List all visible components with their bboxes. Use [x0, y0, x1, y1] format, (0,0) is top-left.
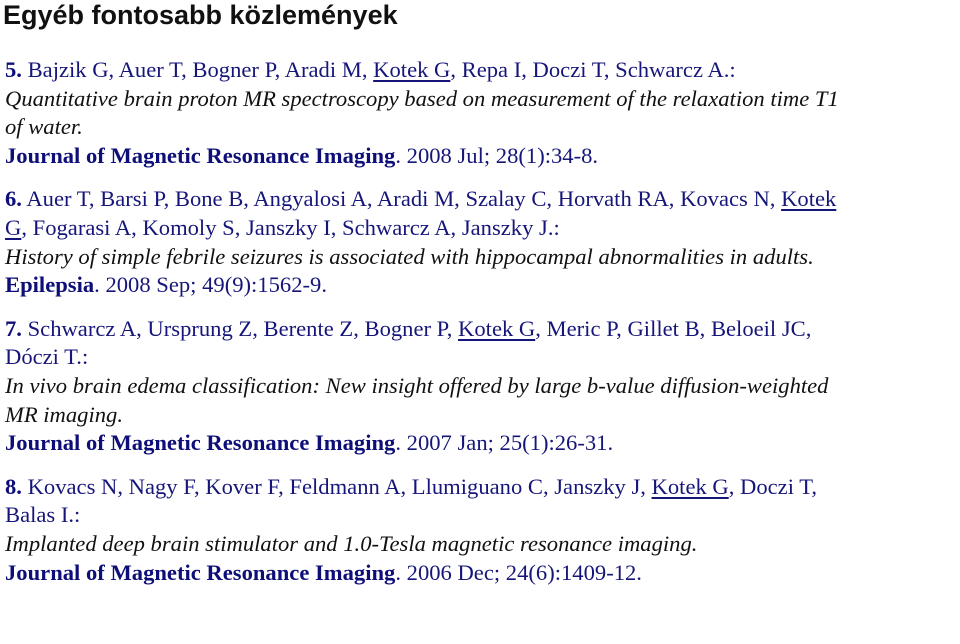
reference-title: MR imaging. — [5, 401, 123, 427]
reference-authors: Schwarcz A, Ursprung Z, Berente Z, Bogner P, — [21, 315, 459, 341]
reference-item-5 — [5, 56, 957, 170]
reference-number: 6. — [5, 186, 22, 212]
reference-authors: Balas I.: — [5, 502, 81, 528]
reference-number: 8. — [5, 473, 22, 499]
publication-details: . 2006 Dec; 24(6):1409-12. — [395, 559, 642, 585]
reference-authors: Bajzik G, Auer T, Bogner P, Aradi M, — [21, 57, 374, 82]
reference-list — [5, 56, 957, 602]
reference-title: In vivo brain edema classification: New insight offered by large b-value diffusion-weighted — [5, 372, 829, 398]
reference-title: History of simple febrile seizures is associated with hippocampal abnormalities in adults. — [5, 243, 814, 269]
reference-source-line — [5, 559, 957, 588]
reference-source-line — [5, 429, 957, 458]
reference-authors: Dóczi T.: — [5, 344, 89, 370]
reference-title: Implanted deep brain stimulator and 1.0-Tesla magnetic resonance imaging. — [5, 530, 698, 556]
journal-name: Journal of Magnetic Resonance Imaging — [5, 559, 396, 585]
journal-name: Journal of Magnetic Resonance Imaging — [5, 142, 396, 168]
reference-authors: , Doczi T, — [728, 473, 817, 499]
highlighted-author: Kotek G — [458, 315, 536, 341]
journal-name: Epilepsia — [5, 272, 95, 298]
reference-authors: , Repa I, Doczi T, Schwarcz A.: — [450, 57, 736, 82]
reference-source-line — [5, 142, 957, 171]
highlighted-author: G — [5, 214, 22, 240]
highlighted-author: Kotek G — [651, 473, 729, 499]
reference-item-8 — [5, 473, 957, 587]
reference-title: Quantitative brain proton MR spectroscopy based on measurement of the relaxation time T1 — [5, 85, 839, 111]
reference-authors: Auer T, Barsi P, Bone B, Angyalosi A, Aradi M, Szalay C, Horvath RA, Kovacs N, — [21, 186, 782, 212]
reference-authors: , Meric P, Gillet B, Beloeil JC, — [535, 315, 812, 341]
highlighted-author: Kotek G — [373, 57, 451, 82]
reference-authors-line — [5, 214, 957, 243]
reference-authors: , Fogarasi A, Komoly S, Janszky I, Schwarcz A, Janszky J.: — [21, 214, 560, 240]
reference-source-line — [5, 271, 957, 300]
publication-details: . 2007 Jan; 25(1):26-31. — [395, 430, 614, 456]
publication-details: . 2008 Sep; 49(9):1562-9. — [94, 272, 327, 298]
publication-details: . 2008 Jul; 28(1):34-8. — [395, 142, 599, 168]
reference-authors: Kovacs N, Nagy F, Kover F, Feldmann A, Llumiguano C, Janszky J, — [21, 473, 652, 499]
reference-item-6 — [5, 185, 957, 299]
journal-name: Journal of Magnetic Resonance Imaging — [5, 430, 396, 456]
highlighted-author: Kotek — [781, 186, 837, 212]
reference-authors-line — [5, 185, 957, 214]
reference-title: of water. — [5, 114, 83, 140]
reference-number: 5. — [5, 57, 22, 82]
section-heading: Egyéb fontosabb közlemények — [3, 0, 398, 30]
reference-authors-line — [5, 315, 957, 344]
reference-item-7 — [5, 315, 957, 458]
reference-number: 7. — [5, 315, 22, 341]
reference-authors-line — [5, 56, 957, 85]
reference-authors-line — [5, 473, 957, 502]
